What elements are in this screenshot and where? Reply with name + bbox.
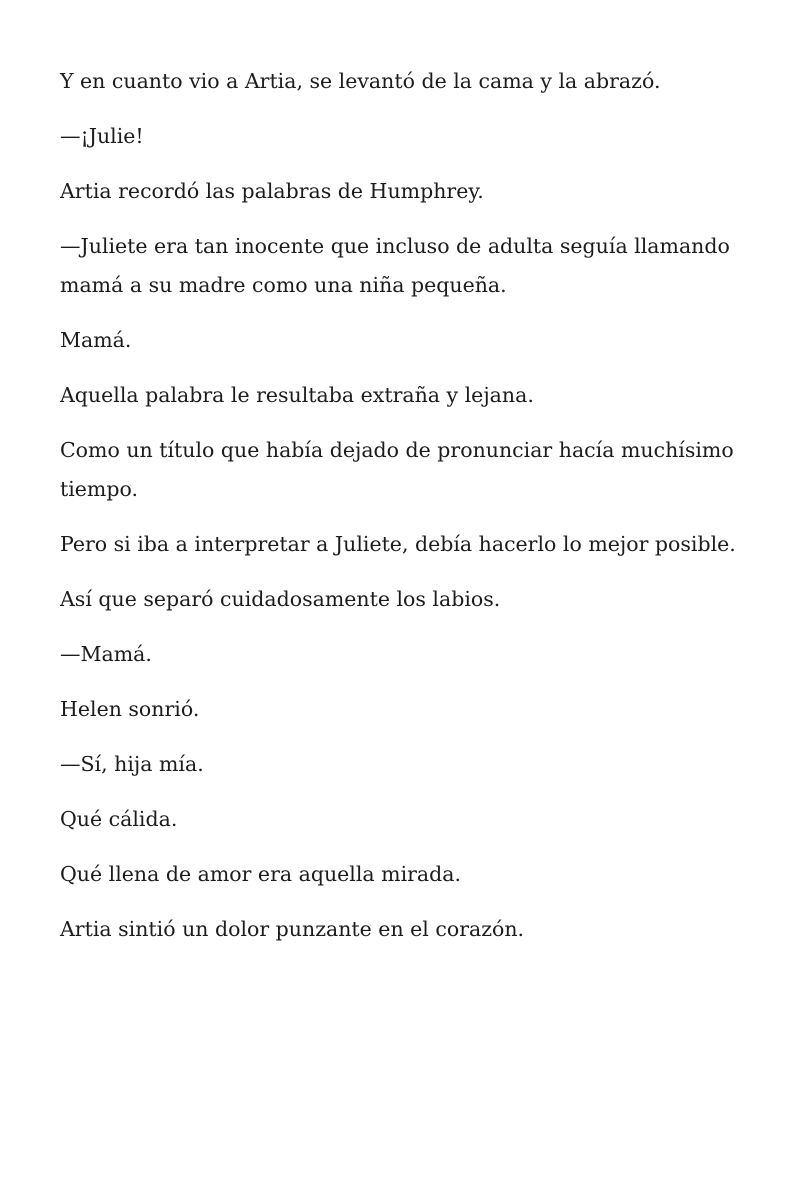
paragraph: —Sí, hija mía. bbox=[60, 752, 204, 776]
paragraph: —Mamá. bbox=[60, 642, 152, 666]
paragraph: Y en cuanto vio a Artia, se levantó de la cama y la abrazó. bbox=[60, 69, 661, 93]
paragraph: Helen sonrió. bbox=[60, 697, 200, 721]
page-text bbox=[60, 62, 750, 965]
paragraph: Qué cálida. bbox=[60, 807, 178, 831]
paragraph: Aquella palabra le resultaba extraña y lejana. bbox=[60, 383, 534, 407]
paragraph: Artia recordó las palabras de Humphrey. bbox=[60, 179, 484, 203]
paragraph: —Juliete era tan inocente que incluso de adulta seguía llamando mamá a su madre como una niña pequeña. bbox=[60, 234, 730, 297]
paragraph: Artia sintió un dolor punzante en el corazón. bbox=[60, 917, 525, 941]
paragraph: Pero si iba a interpretar a Juliete, debía hacerlo lo mejor posible. bbox=[60, 532, 736, 556]
paragraph: Mamá. bbox=[60, 328, 132, 352]
paragraph: —¡Julie! bbox=[60, 124, 144, 148]
paragraph: Como un título que había dejado de pronunciar hacía muchísimo tiempo. bbox=[60, 438, 734, 501]
paragraph: Así que separó cuidadosamente los labios. bbox=[60, 587, 501, 611]
paragraph: Qué llena de amor era aquella mirada. bbox=[60, 862, 462, 886]
